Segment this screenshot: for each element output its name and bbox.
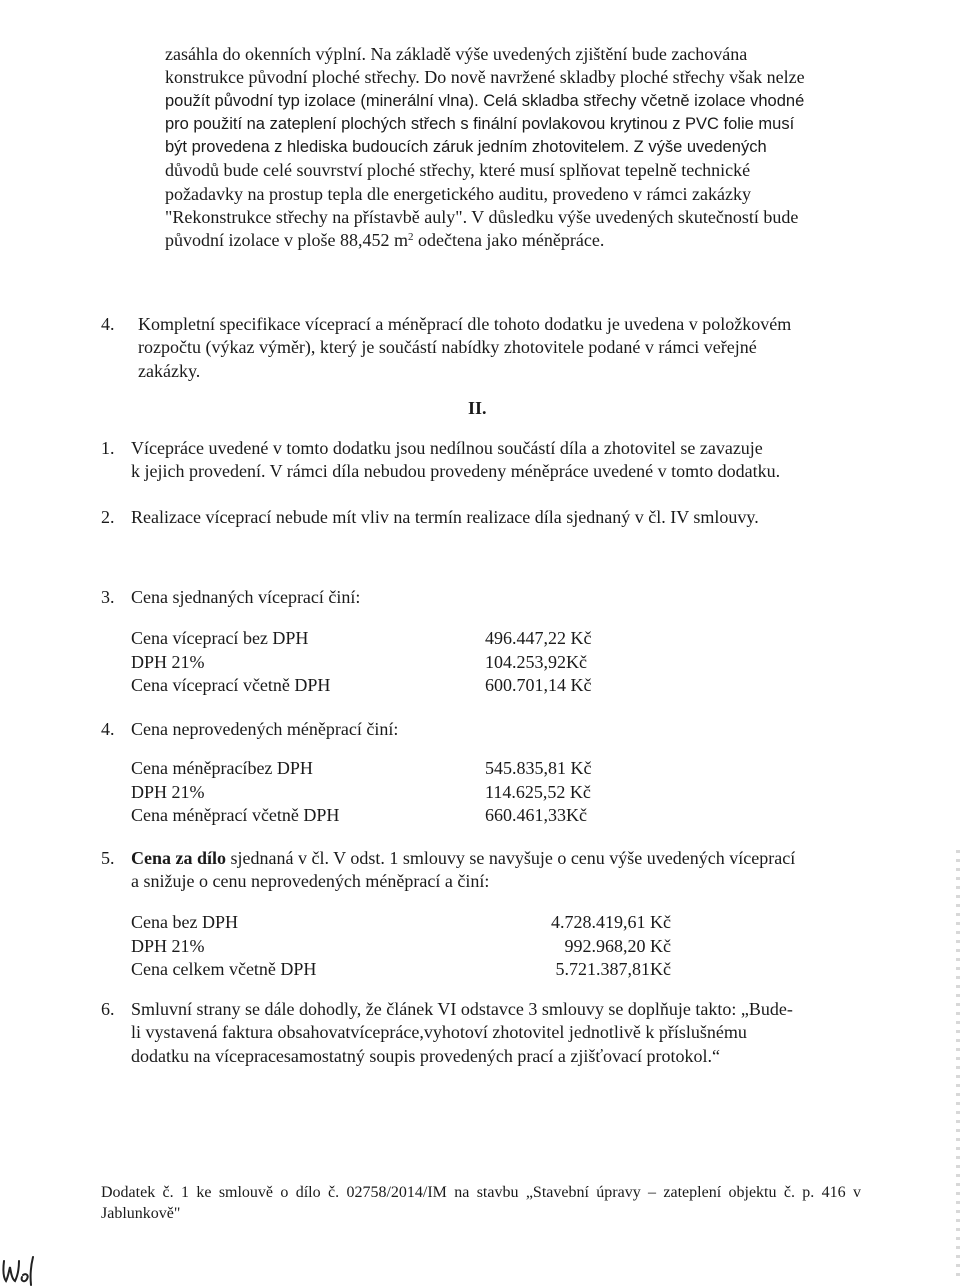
price-value: 5.721.387,81Kč (555, 959, 671, 979)
price-value: 660.461,33Kč (485, 805, 587, 825)
item-number: 3. (101, 587, 115, 607)
lesswork-price-table (131, 757, 671, 828)
lesswork-price-title: Cena neprovedených méněprací činí: (131, 719, 399, 739)
intro-line: být provedena z hlediska budoucích záruk jedním zhotovitelem. Z výše uvedených (165, 138, 767, 157)
intro-line: pro použití na zateplení plochých střech s finální povlakovou krytinou z PVC folie musí (165, 114, 795, 133)
deadline-paragraph: Realizace víceprací nebude mít vliv na termín realizace díla sjednaný v čl. IV smlouvy. (131, 507, 759, 527)
price-row (131, 651, 671, 675)
paragraph-line: a snižuje o cenu neprovedených méněprací a činí: (131, 871, 490, 891)
multiwork-price-title: Cena sjednaných víceprací činí: (131, 587, 361, 607)
intro-line: požadavky na prostup tepla dle energetického auditu, provedeno v rámci zakázky (165, 183, 751, 204)
multiwork-price-table (131, 627, 671, 698)
price-row (131, 911, 671, 935)
scan-edge (956, 850, 960, 1280)
price-label: Cena celkem včetně DPH (131, 959, 317, 979)
handwritten-initials (0, 1255, 42, 1287)
price-label: Cena bez DPH (131, 912, 238, 932)
intro-last-line: původní izolace v ploše 88,452 $m^2$ odečtena jako méněpráce. (165, 230, 605, 251)
footer-line: Jablunkově" (101, 1205, 181, 1222)
price-row (131, 958, 671, 982)
price-value: 104.253,92Kč (485, 651, 587, 672)
price-value: 545.835,81 Kč (485, 758, 592, 778)
footer-line: Dodatek č. 1 ke smlouvě o dílo č. 02758/2014/IM na stavbu „Stavební úpravy – zateplení objektu č. p. 416 v (101, 1184, 861, 1201)
paragraph-line: zakázky. (138, 360, 201, 381)
paragraph-line: Smluvní strany se dále dohodly, že článek VI odstavce 3 smlouvy se doplňuje takto: „Bude- (131, 999, 793, 1019)
intro-paragraph (165, 43, 865, 253)
price-label: Cena méněpracíbez DPH (131, 758, 313, 778)
specification-paragraph (138, 313, 865, 383)
item-number: 4. (101, 314, 115, 334)
price-label: DPH 21% (131, 781, 205, 802)
price-row (131, 627, 671, 651)
item-number: 5. (101, 848, 115, 868)
price-row (131, 935, 671, 959)
contract-price-term: Cena za dílo (131, 848, 227, 868)
contract-price-paragraph (131, 847, 871, 893)
price-value: 496.447,22 Kč (485, 628, 592, 648)
price-label: Cena víceprací včetně DPH (131, 675, 331, 695)
price-row (131, 804, 671, 828)
intro-line: použít původní typ izolace (minerální vlna). Celá skladba střechy včetně izolace vhodné (165, 91, 805, 110)
intro-line: "Rekonstrukce střechy na přístavbě auly". V důsledku výše uvedených skutečností bude (165, 207, 799, 228)
item-number: 4. (101, 719, 115, 739)
multiwork-paragraph (131, 437, 865, 484)
price-label: DPH 21% (131, 651, 205, 672)
invoice-paragraph (131, 998, 866, 1068)
item-number: 2. (101, 507, 115, 527)
intro-line: zasáhla do okenních výplní. Na základě výše uvedených zjištění bude zachována (165, 44, 748, 64)
paragraph-line: li vystavená faktura obsahovatvícepráce,vyhotoví zhotovitel jednotlivě k příslušnému (131, 1022, 747, 1043)
price-value: 4.728.419,61 Kč (551, 912, 671, 932)
intro-line: konstrukce původní ploché střechy. Do nově navržené skladby ploché střechy však nelze (165, 67, 805, 88)
intro-line: důvodů bude celé souvrství ploché střechy, které musí splňovat tepelně technické (165, 160, 751, 181)
paragraph-line: k jejich provedení. V rámci díla nebudou provedeny méněpráce uvedené v tomto dodatku. (131, 461, 781, 482)
price-label: Cena víceprací bez DPH (131, 628, 309, 648)
paragraph-line: Cena za dílo sjednaná v čl. V odst. 1 smlouvy se navyšuje o cenu výše uvedených víceprací (131, 848, 796, 868)
paragraph-line: Kompletní specifikace víceprací a méněprací dle tohoto dodatku je uvedena v položkovém (138, 314, 792, 334)
price-value: 992.968,20 Kč (564, 935, 671, 956)
paragraph-line: rozpočtu (výkaz výměr), který je součástí nabídky zhotovitele podané v rámci veřejné (138, 337, 757, 358)
item-number: 6. (101, 999, 115, 1019)
price-label: Cena méněprací včetně DPH (131, 805, 340, 825)
price-value: 114.625,52 Kč (485, 781, 591, 802)
total-price-table (131, 911, 671, 982)
page-footer (101, 1182, 861, 1224)
paragraph-line: Vícepráce uvedené v tomto dodatku jsou nedílnou součástí díla a zhotovitel se zavazuje (131, 438, 763, 458)
price-row (131, 757, 671, 781)
item-number: 1. (101, 438, 115, 458)
price-value: 600.701,14 Kč (485, 675, 592, 695)
price-row (131, 781, 671, 805)
price-label: DPH 21% (131, 935, 205, 956)
paragraph-line: dodatku na vícepracesamostatný soupis provedených prací a zjišťovací protokol.“ (131, 1045, 720, 1066)
section-heading: II. (468, 398, 487, 418)
price-row (131, 674, 671, 698)
